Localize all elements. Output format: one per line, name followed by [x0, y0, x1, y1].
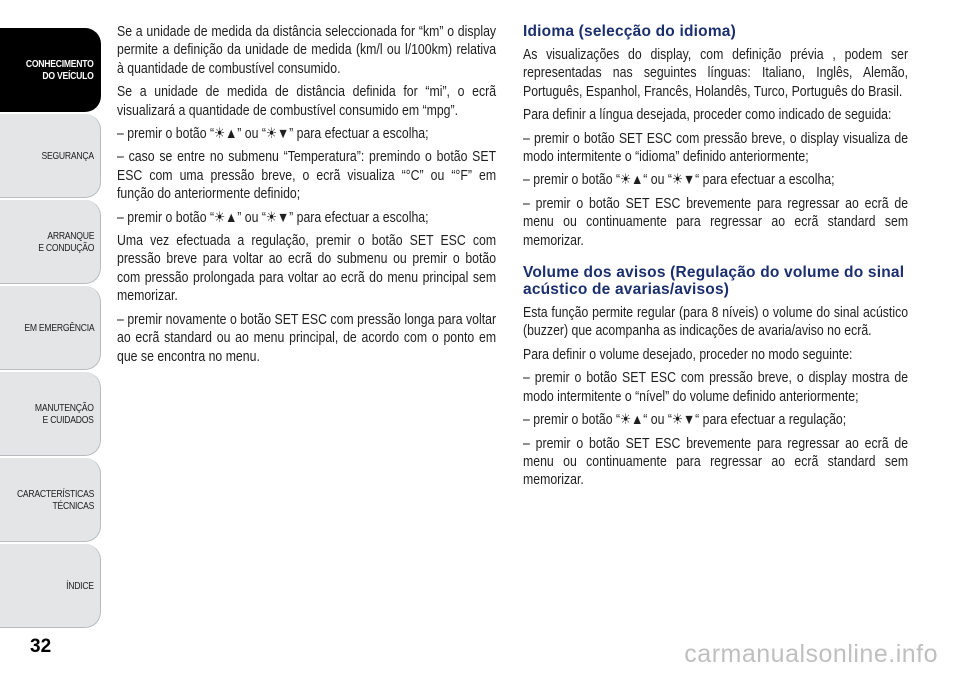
paragraph: – premir o botão “☀▲“ ou “☀▼“ para efectuar a escolha; — [523, 172, 835, 189]
tab-label: ÍNDICE — [66, 579, 94, 592]
right-column — [523, 23, 909, 495]
paragraph: – premir o botão SET ESC com pressão breve, o display visualiza de modo intermitente o “idioma” definido anteriormente; — [523, 130, 909, 166]
paragraph: Se a unidade de medida da distância seleccionada for “km” o display permite a definição da unidade de medida (km/l ou l/100km) relativa à quantidade de combustível consumido. — [117, 24, 497, 77]
tab-label: CARACTERÍSTICAS TÉCNICAS — [16, 487, 94, 512]
tab-label: MANUTENÇÃO E CUIDADOS — [35, 401, 94, 426]
paragraph: Para definir a língua desejada, proceder como indicado de seguida: — [523, 107, 892, 124]
paragraph: – premir o botão “☀▲” ou “☀▼” para efectuar a escolha; — [117, 126, 429, 143]
tab-label: SEGURANÇA — [41, 149, 94, 162]
tab-label: EM EMERGÊNCIA — [23, 321, 94, 334]
paragraph: – premir o botão SET ESC brevemente para regressar ao ecrã de menu ou continuamente para regressar ao ecrã standard sem memorizar. — [523, 435, 909, 489]
paragraph: Se a unidade de medida de distância definida for “mi”, o ecrã visualizará a quantidade de combustível consumido em “mpg”. — [117, 84, 497, 119]
paragraph: – premir o botão SET ESC brevemente para regressar ao ecrã de menu ou continuamente para regressar ao ecrã standard sem memorizar. — [523, 195, 909, 249]
tab-conhecimento-do-veiculo[interactable] — [0, 28, 101, 112]
paragraph: As visualizações do display, com definição prévia , podem ser representadas nas seguintes línguas: Italiano, Inglês, Alemão, Português, Espanhol, Francês, Holandês, Turco, Português do Brasil. — [523, 47, 909, 100]
page-number: 32 — [30, 636, 52, 657]
tab-indice[interactable] — [0, 544, 101, 628]
tab-seguranca[interactable] — [0, 114, 101, 198]
watermark: carmanualsonline.info — [684, 640, 938, 668]
paragraph: – premir o botão SET ESC com pressão breve, o display mostra de modo intermitente o “nível” do volume definido anteriormente; — [523, 370, 909, 405]
section-heading-idioma: Idioma (selecção do idioma) — [523, 23, 736, 40]
paragraph: Esta função permite regular (para 8 níveis) o volume do sinal acústico (buzzer) que acompanha as indicações de avaria/aviso no ecrã. — [523, 305, 909, 340]
tab-label: ARRANQUE E CONDUÇÃO — [38, 229, 94, 254]
paragraph: – caso se entre no submenu “Temperatura”: premindo o botão SET ESC com uma pressão breve, o ecrã visualiza “°C” ou “°F” em função do anteriormente definido; — [117, 149, 497, 203]
paragraph: Para definir o volume desejado, proceder no modo seguinte: — [523, 346, 853, 363]
tab-em-emergencia[interactable] — [0, 286, 101, 370]
left-column — [117, 23, 497, 371]
paragraph: – premir o botão “☀▲” ou “☀▼” para efectuar a escolha; — [117, 209, 429, 226]
section-heading-volume: Volume dos avisos (Regulação do volume do sinal acústico de avarias/avisos) — [523, 264, 905, 299]
tab-caracteristicas-tecnicas[interactable] — [0, 458, 101, 542]
paragraph: Uma vez efectuada a regulação, premir o botão SET ESC com pressão breve para voltar ao ecrã do submenu ou premir o botão com pressão prolongada para voltar ao ecrã do menu principal sem memorizar. — [117, 233, 497, 305]
chapter-tabs — [0, 28, 101, 630]
paragraph: – premir o botão “☀▲“ ou “☀▼“ para efectuar a regulação; — [523, 412, 847, 429]
tab-label: CONHECIMENTO DO VEÍCULO — [26, 57, 94, 82]
tab-arranque-e-conducao[interactable] — [0, 200, 101, 284]
tab-manutencao-e-cuidados[interactable] — [0, 372, 101, 456]
paragraph: – premir novamente o botão SET ESC com pressão longa para voltar ao ecrã standard ou ao menu principal, de acordo com o ponto em que se encontra no menu. — [117, 311, 497, 365]
